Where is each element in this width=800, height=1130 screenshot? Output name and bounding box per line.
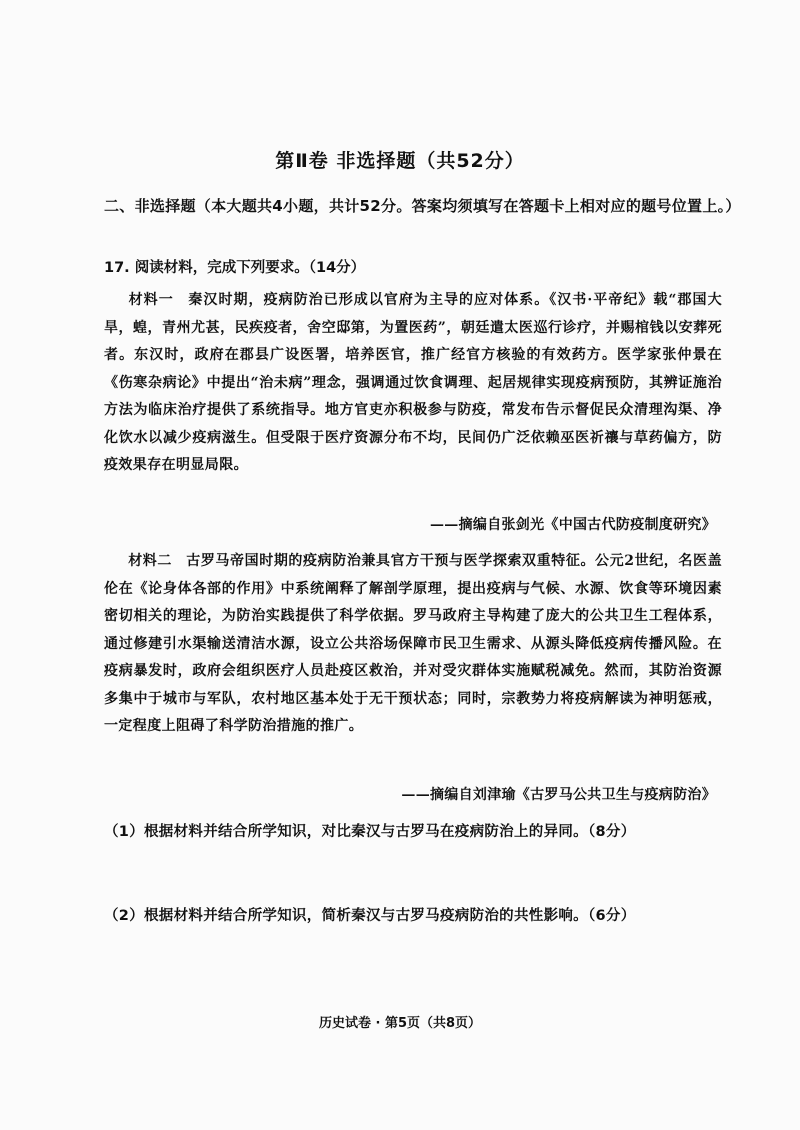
material-2-label: 材料二 — [128, 553, 173, 569]
sub-question-2: （2）根据材料并结合所学知识，简析秦汉与古罗马疫病防治的共性影响。（6分） — [104, 908, 636, 924]
material-1-label: 材料一 — [128, 292, 174, 308]
material-2-source: ——摘编自刘津瑜《古罗马公共卫生与疫病防治》 — [401, 787, 716, 803]
material-1-text: 秦汉时期，疫病防治已形成以官府为主导的应对体系。《汉书·平帝纪》载“郡国大旱，蝗，青州尤甚，民疾疫者，舍空邸第，为置医药”，朝廷遣太医巡行诊疗，并赐棺钱以安葬死者。东汉时，政府在郡县广设医署，培养医官，推广经官方核验的有效药方。医学家张仲景在《伤寒杂病论》中提出“治未病”理念，强调通过饮食调理、起居规律实现疫病预防，其辨证施治方法为临床治疗提供了系统指导。地方官吏亦积极参与防疫，常发布告示督促民众清理沟渠、净化饮水以减少疫病滋生。但受限于医疗资源分布不均，民间仍广泛依赖巫医祈禳与草药偏方，防疫效果存在明显局限。 — [104, 292, 722, 473]
page-title: 第Ⅱ卷 非选择题（共52分） — [275, 150, 525, 172]
section-heading: 二、非选择题（本大题共4小题，共计52分。答案均须填写在答题卡上相对应的题号位置上。） — [104, 197, 741, 215]
question-17-prompt: 17. 阅读材料，完成下列要求。（14分） — [104, 260, 366, 276]
material-2-paragraph — [104, 548, 722, 741]
material-2-text: 古罗马帝国时期的疫病防治兼具官方干预与医学探索双重特征。公元2世纪，名医盖伦在《论身体各部的作用》中系统阐释了解剖学原理，提出疫病与气候、水源、饮食等环境因素密切相关的理论，为防治实践提供了科学依据。罗马政府主导构建了庞大的公共卫生工程体系，通过修建引水渠输送清洁水源，设立公共浴场保障市民卫生需求、从源头降低疫病传播风险。在疫病暴发时，政府会组织医疗人员赴疫区救治，并对受灾群体实施赋税减免。然而，其防治资源多集中于城市与军队，农村地区基本处于无干预状态；同时，宗教势力将疫病解读为神明惩戒，一定程度上阻碍了科学防治措施的推广。 — [104, 553, 722, 734]
page-footer: 历史试卷 · 第5页（共8页） — [318, 1016, 482, 1031]
material-1-paragraph — [104, 287, 722, 480]
sub-question-1: （1）根据材料并结合所学知识，对比秦汉与古罗马在疫病防治上的异同。（8分） — [104, 824, 636, 840]
material-1-source: ——摘编自张剑光《中国古代防疫制度研究》 — [430, 517, 716, 533]
